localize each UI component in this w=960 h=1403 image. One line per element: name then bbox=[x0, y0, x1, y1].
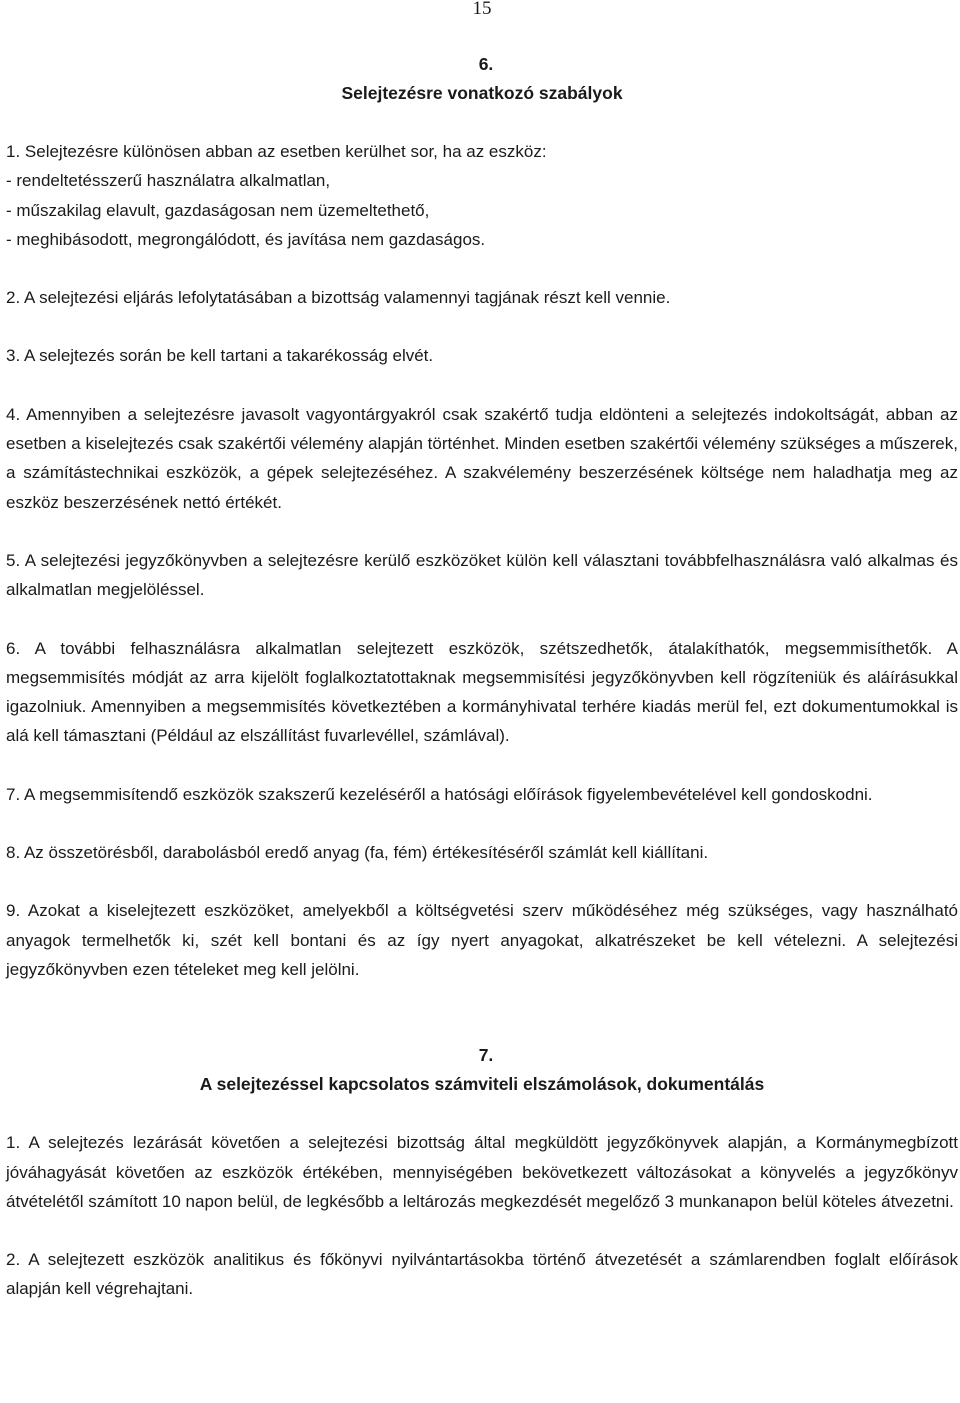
section-6-paragraph-8: 8. Az összetörésből, darabolásból eredő anyag (fa, fém) értékesítéséről számlát kell kiállítani. bbox=[6, 843, 709, 863]
section-6-paragraph-7: 7. A megsemmisítendő eszközök szakszerű kezeléséről a hatósági előírások figyelembevételével kell gondoskodni. bbox=[6, 784, 873, 804]
page-number: 15 bbox=[472, 0, 492, 19]
section-6-paragraph-4: 4. Amennyiben a selejtezésre javasolt vagyontárgyakról csak szakértő tudja eldönteni a selejtezés indokoltságát, abban az esetben a kiselejtezés csak szakértői vélemény alapján történhet. Minden esetben szakértői vélemény szükséges a műszerek, a számítástechnikai eszközök, a gépek selejtezéséhez. A szakvélemény beszerzésének költsége nem haladhatja meg az eszköz beszerzésének nettó értékét. bbox=[6, 404, 958, 512]
section-6-paragraph-1 bbox=[6, 137, 958, 254]
section-7-title: A selejtezéssel kapcsolatos számviteli elszámolások, dokumentálás bbox=[199, 1074, 765, 1095]
section-6-number: 6. bbox=[478, 54, 494, 74]
paragraph-1-intro: 1. Selejtezésre különösen abban az esetben kerülhet sor, ha az eszköz: bbox=[6, 142, 547, 161]
section-7-paragraph-1: 1. A selejtezés lezárását követően a selejtezési bizottság által megküldött jegyzőkönyvek alapján, a Kormánymegbízott jóváhagyását követően az eszközök értékében, mennyiségében bekövetkezett változásokat a könyvelés a jegyzőkönyv átvételétől számított 10 napon belül, de legkésőbb a leltározás megkezdését megelőző 3 munkanapon belül köteles átvezetni. bbox=[6, 1133, 958, 1211]
section-6-paragraph-9: 9. Azokat a kiselejtezett eszközöket, amelyekből a költségvetési szerv működéséhez még szükséges, vagy használható anyagok termelhetők ki, szét kell bontani és az így nyert anyagokat, alkatrészeket be kell vételezni. A selejtezési jegyzőkönyvben ezen tételeket meg kell jelölni. bbox=[6, 901, 958, 979]
list-item: - rendeltetésszerű használatra alkalmatlan, bbox=[6, 171, 331, 191]
section-6-title: Selejtezésre vonatkozó szabályok bbox=[341, 83, 623, 103]
section-7-number: 7. bbox=[478, 1045, 494, 1066]
section-6-paragraph-5: 5. A selejtezési jegyzőkönyvben a selejtezésre kerülő eszközöket külön kell választani továbbfelhasználásra való alkalmas és alkalmatlan megjelöléssel. bbox=[6, 550, 958, 600]
list-item: - meghibásodott, megrongálódott, és javítása nem gazdaságos. bbox=[6, 229, 486, 249]
section-6-paragraph-2: 2. A selejtezési eljárás lefolytatásában a bizottság valamennyi tagjának részt kell vennie. bbox=[6, 288, 671, 308]
section-7-paragraph-2: 2. A selejtezett eszközök analitikus és főkönyvi nyilvántartásokba történő átvezetését a számlarendben foglalt előírások alapján kell végrehajtani. bbox=[6, 1250, 958, 1299]
document-body bbox=[6, 50, 958, 1304]
list-item: - műszakilag elavult, gazdaságosan nem üzemeltethető, bbox=[6, 200, 430, 220]
section-6-paragraph-6: 6. A további felhasználásra alkalmatlan selejtezett eszközök, szétszedhetők, átalakíthatók, megsemmisíthetők. A megsemmisítés módját az arra kijelölt foglalkoztatottaknak megsemmisítési jegyzőkönyvben kell rögzíteniük és aláírásukkal igazolniuk. Amennyiben a megsemmisítés következtében a kormányhivatal terhére kiadás merül fel, ezt dokumentumokkal is alá kell támasztani (Például az elszállítást fuvarlevéllel, számlával). bbox=[6, 638, 958, 746]
section-6-paragraph-3: 3. A selejtezés során be kell tartani a takarékosság elvét. bbox=[6, 346, 434, 366]
